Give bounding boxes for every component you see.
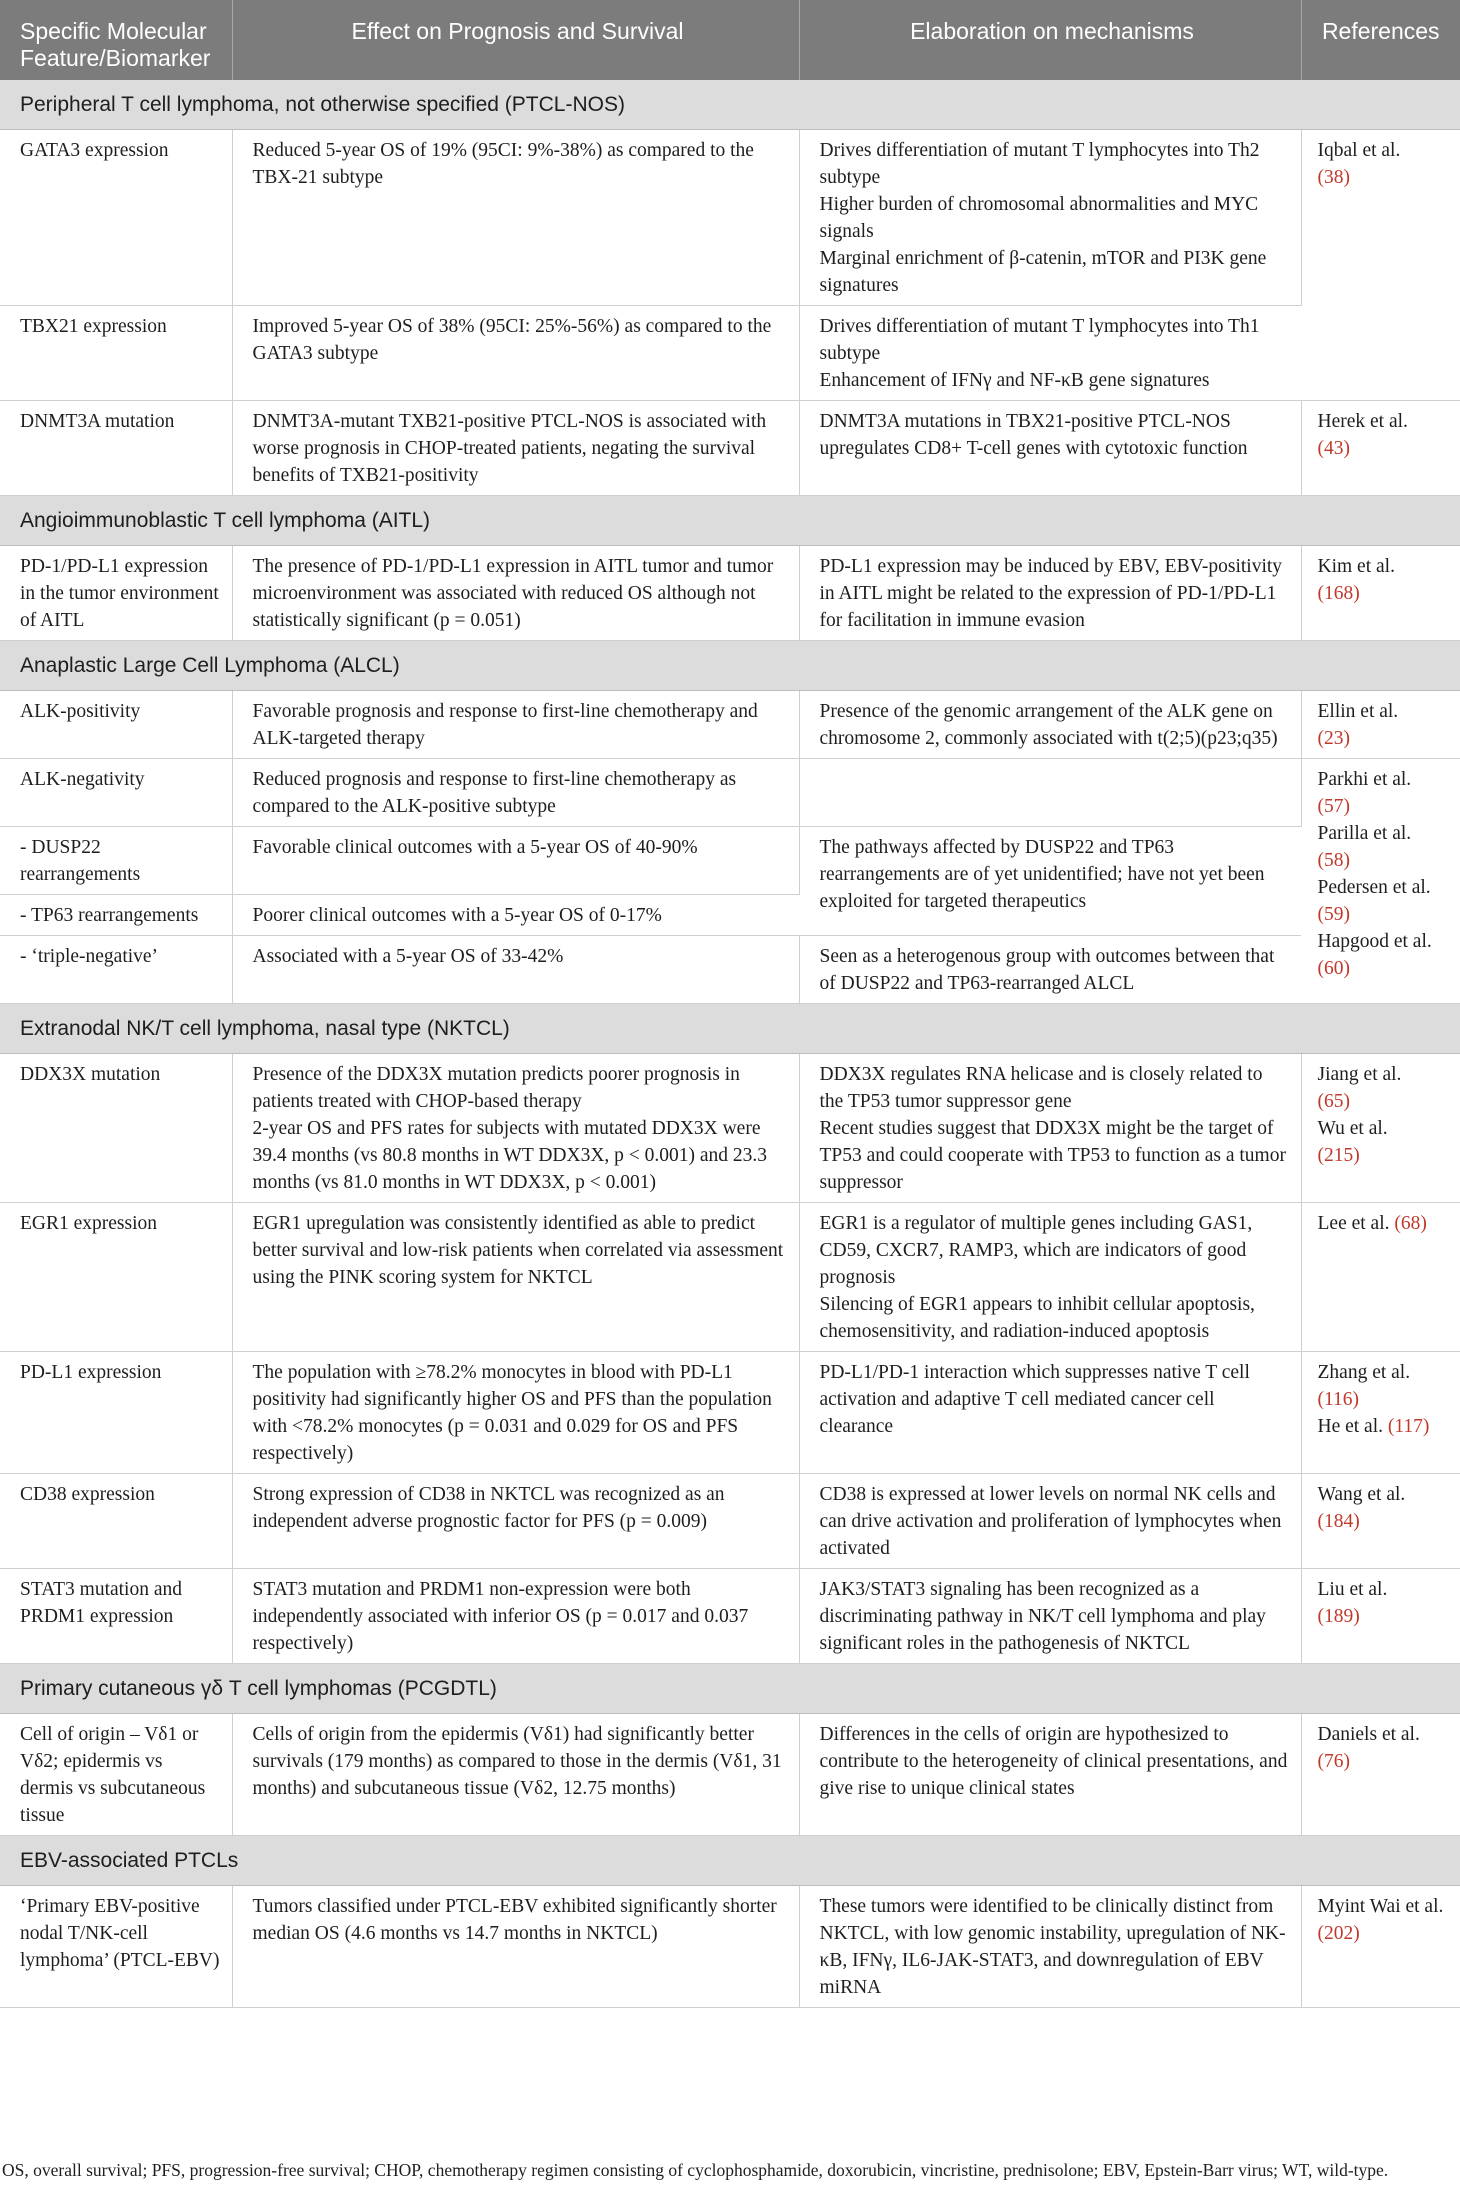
section-title: Primary cutaneous γδ T cell lymphomas (PCGDTL) bbox=[0, 1664, 1460, 1714]
reference-link[interactable]: (59) bbox=[1317, 904, 1350, 925]
section-row bbox=[0, 1836, 1460, 1886]
header-row bbox=[0, 0, 1460, 80]
header-effect: Effect on Prognosis and Survival bbox=[232, 0, 799, 80]
section-row bbox=[0, 496, 1460, 546]
reference-cell bbox=[1301, 1054, 1460, 1203]
feature-cell: PD-L1 expression bbox=[0, 1352, 232, 1474]
reference-link[interactable]: (65) bbox=[1317, 1091, 1350, 1112]
effect-cell: EGR1 upregulation was consistently identified as able to predict better survival and low-risk patients when correlated via assessment using the PINK scoring system for NKTCL bbox=[232, 1203, 799, 1352]
reference-name: Daniels et al. bbox=[1317, 1724, 1420, 1745]
reference-cell bbox=[1301, 1714, 1460, 1836]
reference-link[interactable]: (168) bbox=[1317, 583, 1360, 604]
reference-link[interactable]: (68) bbox=[1394, 1213, 1427, 1234]
feature-cell: GATA3 expression bbox=[0, 130, 232, 306]
effect-cell: DNMT3A-mutant TXB21-positive PTCL-NOS is associated with worse prognosis in CHOP-treated patients, negating the survival benefits of TXB21-positivity bbox=[232, 401, 799, 496]
feature-cell: DNMT3A mutation bbox=[0, 401, 232, 496]
mechanism-cell bbox=[799, 1054, 1301, 1203]
reference-name: Parkhi et al. bbox=[1317, 769, 1412, 790]
mechanism-line: Drives differentiation of mutant T lymphocytes into Th2 subtype bbox=[819, 140, 1260, 188]
reference-cell bbox=[1301, 1203, 1460, 1352]
reference-link[interactable]: (202) bbox=[1317, 1923, 1360, 1944]
reference-link[interactable]: (76) bbox=[1317, 1751, 1350, 1772]
reference-name: Parilla et al. bbox=[1317, 823, 1412, 844]
reference-name: Liu et al. bbox=[1317, 1579, 1388, 1600]
feature-cell: Cell of origin – Vδ1 or Vδ2; epidermis vs dermis vs subcutaneous tissue bbox=[0, 1714, 232, 1836]
feature-cell: STAT3 mutation and PRDM1 expression bbox=[0, 1569, 232, 1664]
feature-cell: DDX3X mutation bbox=[0, 1054, 232, 1203]
feature-cell: CD38 expression bbox=[0, 1474, 232, 1569]
effect-cell: STAT3 mutation and PRDM1 non-expression were both independently associated with inferior OS (p = 0.017 and 0.037 respectively) bbox=[232, 1569, 799, 1664]
mechanism-cell: PD-L1/PD-1 interaction which suppresses native T cell activation and adaptive T cell mediated cancer cell clearance bbox=[799, 1352, 1301, 1474]
table-row bbox=[0, 306, 1460, 401]
reference-link[interactable]: (23) bbox=[1317, 728, 1350, 749]
section-row bbox=[0, 1664, 1460, 1714]
mechanism-line: EGR1 is a regulator of multiple genes including GAS1, CD59, CXCR7, RAMP3, which are indicators of good prognosis bbox=[819, 1213, 1253, 1288]
reference-name: Iqbal et al. bbox=[1317, 140, 1401, 161]
mechanism-cell: DNMT3A mutations in TBX21-positive PTCL-NOS upregulates CD8+ T-cell genes with cytotoxic function bbox=[799, 401, 1301, 496]
mechanism-line: Enhancement of IFNγ and NF-κB gene signatures bbox=[819, 370, 1210, 391]
effect-cell: Strong expression of CD38 in NKTCL was recognized as an independent adverse prognostic factor for PFS (p = 0.009) bbox=[232, 1474, 799, 1569]
effect-line: Presence of the DDX3X mutation predicts poorer prognosis in patients treated with CHOP-based therapy bbox=[252, 1064, 740, 1112]
reference-name: Hapgood et al. bbox=[1317, 931, 1432, 952]
reference-name: Wang et al. bbox=[1317, 1484, 1406, 1505]
feature-cell: ALK-negativity bbox=[0, 759, 232, 827]
mechanism-cell: PD-L1 expression may be induced by EBV, EBV-positivity in AITL might be related to the expression of PD-1/PD-L1 for facilitation in immune evasion bbox=[799, 546, 1301, 641]
table-row bbox=[0, 1054, 1460, 1203]
table-row bbox=[0, 1714, 1460, 1836]
reference-name: Pedersen et al. bbox=[1317, 877, 1431, 898]
table-row bbox=[0, 546, 1460, 641]
feature-cell: EGR1 expression bbox=[0, 1203, 232, 1352]
reference-link[interactable]: (38) bbox=[1317, 167, 1350, 188]
effect-cell: Poorer clinical outcomes with a 5-year OS of 0-17% bbox=[232, 895, 799, 936]
header-mechanisms: Elaboration on mechanisms bbox=[799, 0, 1301, 80]
section-title: Extranodal NK/T cell lymphoma, nasal type (NKTCL) bbox=[0, 1004, 1460, 1054]
table-footnote: OS, overall survival; PFS, progression-free survival; CHOP, chemotherapy regimen consisting of cyclophosphamide, doxorubicin, vincristine, prednisolone; EBV, Epstein-Barr virus; WT, wild-type. bbox=[2, 2160, 1389, 2180]
table-row bbox=[0, 759, 1460, 827]
reference-link[interactable]: (215) bbox=[1317, 1145, 1360, 1166]
section-title: Anaplastic Large Cell Lymphoma (ALCL) bbox=[0, 641, 1460, 691]
section-title: Angioimmunoblastic T cell lymphoma (AITL) bbox=[0, 496, 1460, 546]
effect-cell: Reduced prognosis and response to first-line chemotherapy as compared to the ALK-positive subtype bbox=[232, 759, 799, 827]
reference-cell bbox=[1301, 130, 1460, 401]
section-title: EBV-associated PTCLs bbox=[0, 1836, 1460, 1886]
reference-name: Zhang et al. bbox=[1317, 1362, 1411, 1383]
mechanism-cell bbox=[799, 759, 1301, 827]
effect-cell: Tumors classified under PTCL-EBV exhibited significantly shorter median OS (4.6 months vs 14.7 months in NKTCL) bbox=[232, 1886, 799, 2008]
mechanism-cell: JAK3/STAT3 signaling has been recognized as a discriminating pathway in NK/T cell lymphoma and play significant roles in the pathogenesis of NKTCL bbox=[799, 1569, 1301, 1664]
table-row bbox=[0, 1203, 1460, 1352]
mechanism-line: Silencing of EGR1 appears to inhibit cellular apoptosis, chemosensitivity, and radiation-induced apoptosis bbox=[819, 1294, 1255, 1342]
reference-link[interactable]: (58) bbox=[1317, 850, 1350, 871]
reference-name: Herek et al. bbox=[1317, 411, 1408, 432]
mechanism-line: Higher burden of chromosomal abnormalities and MYC signals bbox=[819, 194, 1259, 242]
feature-cell: ‘Primary EBV-positive nodal T/NK-cell lymphoma’ (PTCL-EBV) bbox=[0, 1886, 232, 2008]
mechanism-cell bbox=[799, 130, 1301, 306]
table-row bbox=[0, 1569, 1460, 1664]
mechanism-line: DDX3X regulates RNA helicase and is closely related to the TP53 tumor suppressor gene bbox=[819, 1064, 1263, 1112]
effect-cell bbox=[232, 1054, 799, 1203]
feature-cell: PD-1/PD-L1 expression in the tumor environment of AITL bbox=[0, 546, 232, 641]
table-row bbox=[0, 691, 1460, 759]
reference-name: He et al. bbox=[1317, 1416, 1384, 1437]
effect-cell: Associated with a 5-year OS of 33-42% bbox=[232, 936, 799, 1004]
mechanism-cell: The pathways affected by DUSP22 and TP63 rearrangements are of yet unidentified; have not yet been exploited for targeted therapeutics bbox=[799, 827, 1301, 936]
table-row bbox=[0, 130, 1460, 306]
table-row bbox=[0, 401, 1460, 496]
table-row bbox=[0, 1352, 1460, 1474]
mechanism-cell: CD38 is expressed at lower levels on normal NK cells and can drive activation and proliferation of lymphocytes when activated bbox=[799, 1474, 1301, 1569]
reference-name: Jiang et al. bbox=[1317, 1064, 1402, 1085]
reference-name: Lee et al. bbox=[1317, 1213, 1390, 1234]
reference-cell bbox=[1301, 401, 1460, 496]
reference-cell bbox=[1301, 691, 1460, 759]
effect-line: 2-year OS and PFS rates for subjects with mutated DDX3X were 39.4 months (vs 80.8 months in WT DDX3X, p < 0.001) and 23.3 months (vs 81.0 months in WT DDX3X, p < 0.001) bbox=[252, 1118, 768, 1193]
feature-cell: - TP63 rearrangements bbox=[0, 895, 232, 936]
mechanism-cell bbox=[799, 306, 1301, 401]
table-row bbox=[0, 827, 1460, 895]
mechanism-cell: Presence of the genomic arrangement of the ALK gene on chromosome 2, commonly associated with t(2;5)(p23;q35) bbox=[799, 691, 1301, 759]
effect-cell: The presence of PD-1/PD-L1 expression in AITL tumor and tumor microenvironment was associated with reduced OS although not statistically significant (p = 0.051) bbox=[232, 546, 799, 641]
reference-cell bbox=[1301, 1352, 1460, 1474]
reference-name: Kim et al. bbox=[1317, 556, 1395, 577]
feature-cell: ALK-positivity bbox=[0, 691, 232, 759]
section-row bbox=[0, 80, 1460, 130]
feature-cell: - DUSP22 rearrangements bbox=[0, 827, 232, 895]
reference-cell bbox=[1301, 1474, 1460, 1569]
reference-link[interactable]: (184) bbox=[1317, 1511, 1360, 1532]
feature-cell: - ‘triple-negative’ bbox=[0, 936, 232, 1004]
mechanism-cell: Differences in the cells of origin are hypothesized to contribute to the heterogeneity of clinical presentations, and give rise to unique clinical states bbox=[799, 1714, 1301, 1836]
effect-cell: The population with ≥78.2% monocytes in blood with PD-L1 positivity had significantly higher OS and PFS than the population with <78.2% monocytes (p = 0.031 and 0.029 for OS and PFS respectively) bbox=[232, 1352, 799, 1474]
mechanism-cell: These tumors were identified to be clinically distinct from NKTCL, with low genomic instability, upregulation of NK-κB, IFNγ, IL6-JAK-STAT3, and downregulation of EBV miRNA bbox=[799, 1886, 1301, 2008]
effect-cell: Favorable prognosis and response to first-line chemotherapy and ALK-targeted therapy bbox=[232, 691, 799, 759]
section-title: Peripheral T cell lymphoma, not otherwise specified (PTCL-NOS) bbox=[0, 80, 1460, 130]
reference-link[interactable]: (57) bbox=[1317, 796, 1350, 817]
reference-link[interactable]: (189) bbox=[1317, 1606, 1360, 1627]
effect-cell: Favorable clinical outcomes with a 5-year OS of 40-90% bbox=[232, 827, 799, 895]
reference-link[interactable]: (43) bbox=[1317, 438, 1350, 459]
reference-name: Ellin et al. bbox=[1317, 701, 1399, 722]
effect-cell: Improved 5-year OS of 38% (95CI: 25%-56%) as compared to the GATA3 subtype bbox=[232, 306, 799, 401]
reference-link[interactable]: (116) bbox=[1317, 1389, 1360, 1410]
feature-cell: TBX21 expression bbox=[0, 306, 232, 401]
reference-cell bbox=[1301, 546, 1460, 641]
section-row bbox=[0, 1004, 1460, 1054]
reference-link[interactable]: (60) bbox=[1317, 958, 1350, 979]
section-row bbox=[0, 641, 1460, 691]
reference-link[interactable]: (117) bbox=[1387, 1416, 1430, 1437]
mechanism-line: Marginal enrichment of β-catenin, mTOR and PI3K gene signatures bbox=[819, 248, 1267, 296]
mechanism-cell bbox=[799, 1203, 1301, 1352]
reference-cell bbox=[1301, 759, 1460, 1004]
table-row bbox=[0, 1474, 1460, 1569]
header-references: References bbox=[1301, 0, 1460, 80]
reference-name: Myint Wai et al. bbox=[1317, 1896, 1444, 1917]
mechanism-line: Recent studies suggest that DDX3X might be the target of TP53 and could cooperate with TP53 to function as a tumor suppressor bbox=[819, 1118, 1286, 1193]
effect-cell: Cells of origin from the epidermis (Vδ1) had significantly better survivals (179 months) as compared to those in the dermis (Vδ1, 31 months) and subcutaneous tissue (Vδ2, 12.75 months) bbox=[232, 1714, 799, 1836]
table-row bbox=[0, 1886, 1460, 2008]
reference-cell bbox=[1301, 1569, 1460, 1664]
table-row bbox=[0, 936, 1460, 1004]
effect-cell: Reduced 5-year OS of 19% (95CI: 9%-38%) as compared to the TBX-21 subtype bbox=[232, 130, 799, 306]
mechanism-cell: Seen as a heterogenous group with outcomes between that of DUSP22 and TP63-rearranged ALCL bbox=[799, 936, 1301, 1004]
header-feature: Specific Molecular Feature/Biomarker bbox=[0, 0, 232, 80]
reference-cell bbox=[1301, 1886, 1460, 2008]
mechanism-line: Drives differentiation of mutant T lymphocytes into Th1 subtype bbox=[819, 316, 1260, 364]
reference-name: Wu et al. bbox=[1317, 1118, 1388, 1139]
